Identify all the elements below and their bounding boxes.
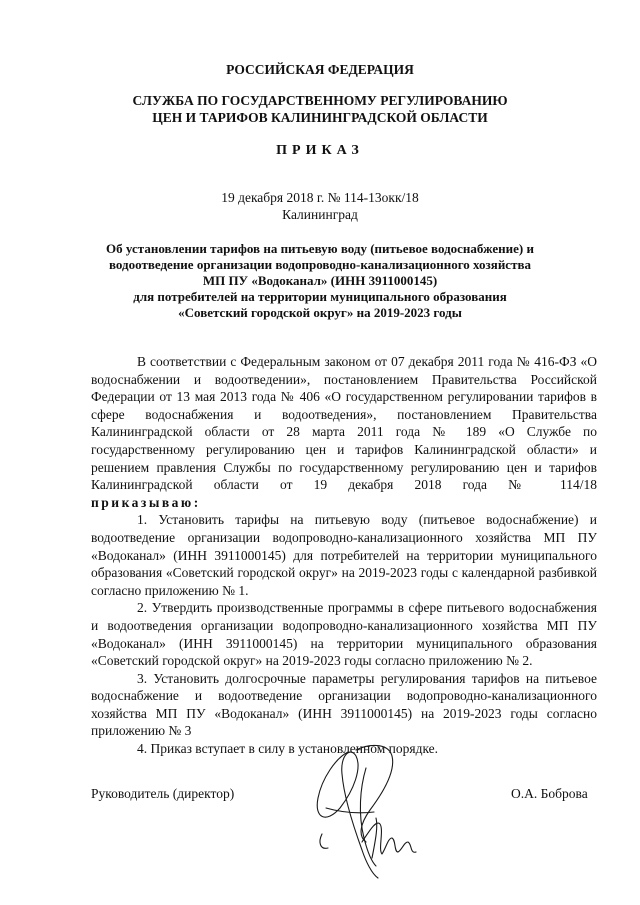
agency-heading-line2: ЦЕН И ТАРИФОВ КАЛИНИНГРАДСКОЙ ОБЛАСТИ [152, 110, 488, 125]
handwritten-signature [296, 738, 424, 883]
date-number: 19 декабря 2018 г. № 114-13окк/18 [221, 190, 419, 205]
order-item-1: 1. Установить тарифы на питьевую воду (питьевое водоснабжение) и водоотведение организации водопроводно-канализационного хозяйства МП ПУ «Водоканал» (ИНН 3911000145) для потребителей на территории муниципального образования «Советский городской округ» на 2019-2023 годы с календарной разбивкой согласно приложению № 1. [91, 512, 597, 598]
orders-word: приказываю: [91, 494, 201, 510]
city: Калининград [282, 207, 358, 222]
signatory-position: Руководитель (директор) [91, 786, 235, 801]
document-type-heading: ПРИКАЗ [276, 143, 364, 158]
subject-line3: МП ПУ «Водоканал» (ИНН 3911000145) [202, 273, 438, 288]
country-heading: РОССИЙСКАЯ ФЕДЕРАЦИЯ [226, 62, 414, 77]
subject-line1: Об установлении тарифов на питьевую воду (питьевое водоснабжение) и [106, 241, 534, 256]
order-item-3: 3. Установить долгосрочные параметры регулирования тарифов на питьевое водоснабжение и водоотведение организации водопроводно-канализационного хозяйства МП ПУ «Водоканал» (ИНН 3911000145) на 2019-2023 годы согласно приложению № 3 [91, 670, 597, 739]
order-item-4: 4. Приказ вступает в силу в установленном порядке. [137, 741, 439, 757]
subject-line2: водоотведение организации водопроводно-канализационного хозяйства [109, 257, 531, 272]
preamble-paragraph: В соответствии с Федеральным законом от 07 декабря 2011 года № 416-ФЗ «О водоснабжении и водоотведении», постановлением Правительства Российской Федерации от 13 мая 2013 года № 406 «О государственном регулировании тарифов в сфере водоснабжения и водоотведения», постановлением Правительства Калининградской области от 28 марта 2011 года № 189 «О Службе по государственному регулированию цен и тарифов Калининградской области» и решением правления Службы по государственному регулированию цен и тарифов Калининградской области от 19 декабря 2018 года № 114/18 [91, 354, 597, 493]
signatory-name: О.А. Боброва [511, 786, 588, 801]
document-body [91, 353, 597, 758]
agency-heading-line1: СЛУЖБА ПО ГОСУДАРСТВЕННОМУ РЕГУЛИРОВАНИЮ [132, 93, 508, 108]
subject-line4: для потребителей на территории муниципального образования [133, 289, 507, 304]
order-item-2: 2. Утвердить производственные программы в сфере питьевого водоснабжения и водоотведения организации водопроводно-канализационного хозяйства МП ПУ «Водоканал» (ИНН 3911000145) на территории муниципального образования «Советский городской округ» на 2019-2023 годы согласно приложению № 2. [91, 600, 597, 669]
subject-line5: «Советский городской округ» на 2019-2023 годы [178, 305, 462, 320]
